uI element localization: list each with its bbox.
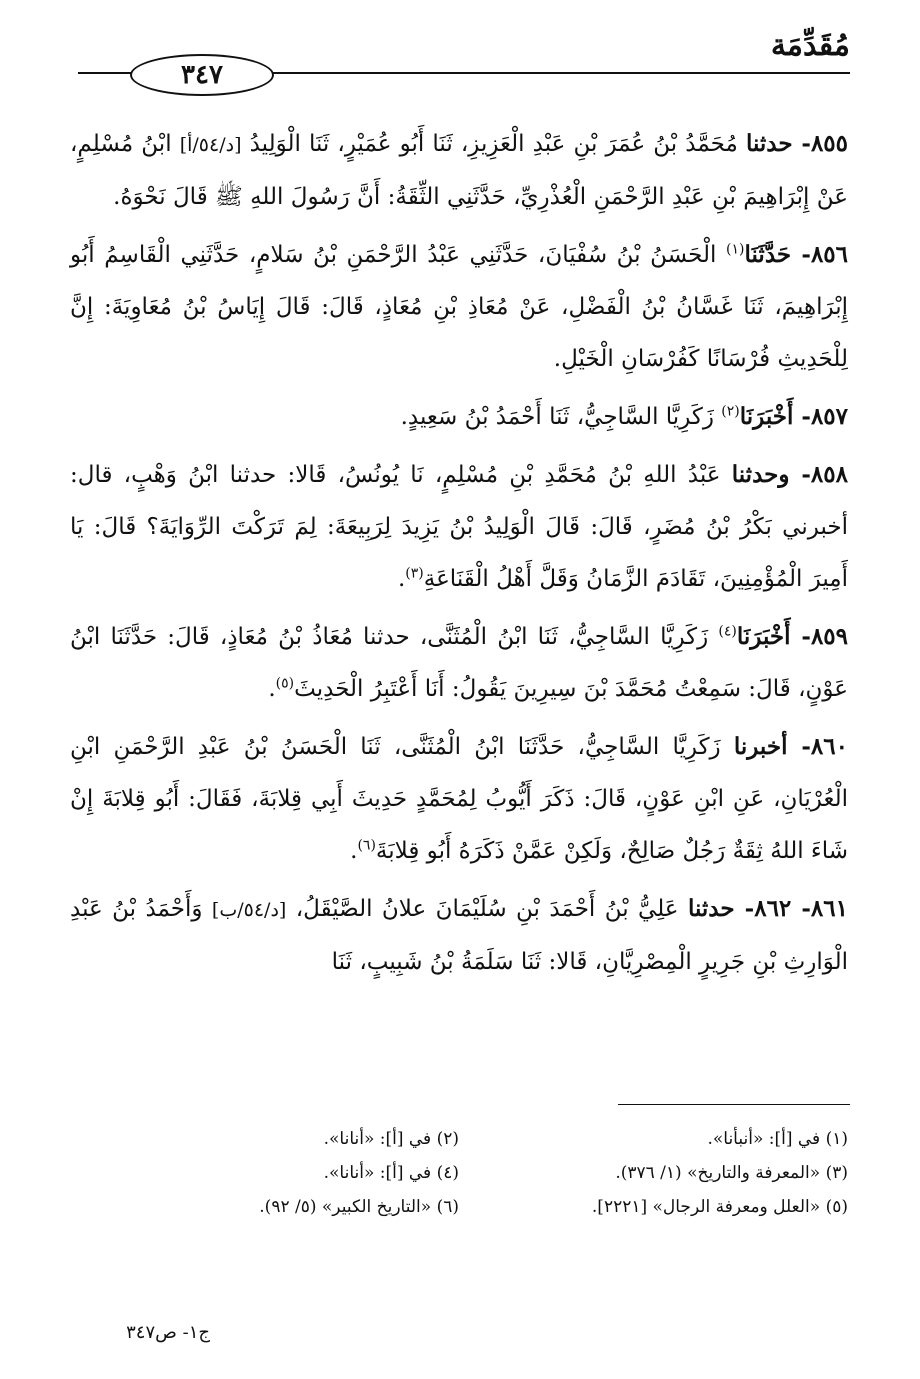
hadith-855 [70, 118, 848, 223]
hadith-number: ٨٥٧- [793, 403, 848, 430]
hadith-860 [70, 721, 848, 877]
transmission-keyword: حدثنا [687, 895, 735, 922]
hadith-856 [70, 229, 848, 385]
transmission-keyword: أَخْبَرَنَا [736, 623, 791, 650]
manuscript-ref: [د/٥٤/ب] [211, 899, 287, 921]
hadith-text: عَبْدُ اللهِ بْنُ مُحَمَّدِ بْنِ مُسْلِمٍ، نَا يُونُسُ، قَالا: حدثنا ابْنُ وَهْبٍ، قال: أخبرني بَكْرُ بْنُ مُضَرٍ، قَالَ: قَالَ الْوَلِيدُ بْنُ يَزِيدَ لِرَبِيعَةَ: لِمَ تَرَكْتَ الرِّوَايَةَ؟ قَالَ: يَا أَمِيرَ الْمُؤْمِنِينَ، تَقَادَمَ الزَّمَانُ وَقَلَّ أَهْلُ الْقَنَاعَةِ [70, 462, 848, 592]
hadith-end: . [268, 676, 276, 702]
footnote-3: (٣) «المعرفة والتاريخ» (١/ ٣٧٦). [615, 1163, 848, 1183]
footnote-4: (٤) في [أ]: «أنانا». [323, 1163, 459, 1183]
page-number-badge: ٣٤٧ [130, 54, 274, 96]
main-text [70, 118, 848, 994]
hadith-end: . [350, 838, 358, 864]
footnote-6: (٦) «التاريخ الكبير» (٥/ ٩٢). [259, 1197, 459, 1217]
transmission-keyword: حَدَّثَنَا [744, 241, 792, 268]
footnote-row [70, 1156, 848, 1190]
footnote-marker: (٥) [275, 675, 295, 692]
hadith-number: ٨٦١- ٨٦٢- [734, 895, 848, 922]
manuscript-ref: [د/٥٤/أ] [179, 134, 242, 156]
hadith-text: عَلِيُّ بْنُ أَحْمَدَ بْنِ سُلَيْمَانَ علانُ الصَّيْقَلُ، [286, 896, 688, 922]
hadith-number: ٨٥٦- [791, 241, 848, 268]
hadith-text-cont: ابْنُ مُسْلِمٍ، عَنْ إِبْرَاهِيمَ بْنِ عَبْدِ الرَّحْمَنِ الْعُذْرِيِّ، حَدَّثَنِي الثِّقَةُ: أَنَّ رَسُولَ اللهِ ﷺ قَالَ نَحْوَهُ. [70, 131, 848, 210]
footnote-marker: (٤) [718, 623, 737, 640]
footnote-1: (١) في [أ]: «أنبأنا». [707, 1129, 848, 1149]
hadith-858 [70, 449, 848, 605]
hadith-859 [70, 611, 848, 715]
page-header [78, 28, 850, 98]
hadith-text: زَكَرِيَّا السَّاجِيُّ، ثَنَا ابْنُ الْمُثَنَّى، حدثنا مُعَاذُ بْنُ مُعَاذٍ، قَالَ: حَدَّثَنَا ابْنُ عَوْنٍ، قَالَ: سَمِعْتُ مُحَمَّدَ بْنَ سِيرِينَ يَقُولُ: أَنَا أَعْتَبِرُ الْحَدِيثَ [70, 624, 848, 702]
footnote-marker: (٣) [405, 565, 424, 582]
hadith-text-cont: وَأَحْمَدُ بْنُ عَبْدِ الْوَارِثِ بْنِ جَرِيرٍ الْمِصْرِيَّانِ، قَالا: ثَنَا سَلَمَةُ بْنُ شَبِيبٍ، ثَنَا [70, 896, 848, 975]
footnote-5: (٥) «العلل ومعرفة الرجال» [٢٢٢١]. [591, 1197, 848, 1217]
footnote-row [70, 1122, 848, 1156]
footnote-marker: (٢) [721, 403, 740, 420]
footnote-row [70, 1190, 848, 1224]
transmission-keyword: حدثنا [745, 130, 793, 157]
hadith-end: . [397, 566, 406, 592]
footnote-marker: (٦) [357, 837, 376, 854]
hadith-861-862 [70, 883, 848, 988]
hadith-number: ٨٥٨- [789, 461, 848, 488]
section-title: مُقَدِّمَة [770, 28, 850, 63]
transmission-keyword: وحدثنا [731, 461, 790, 488]
hadith-text: زَكَرِيَّا السَّاجِيُّ، ثَنَا أَحْمَدُ بْنُ سَعِيدٍ. [400, 404, 722, 430]
hadith-text: الْحَسَنُ بْنُ سُفْيَانَ، حَدَّثَنِي عَبْدُ الرَّحْمَنِ بْنُ سَلامٍ، حَدَّثَنِي الْقَاسِمُ أَبُو إِبْرَاهِيمَ، ثَنَا غَسَّانُ بْنُ الْفَضْلِ، عَنْ مُعَاذِ بْنِ مُعَاذٍ، قَالَ: قَالَ إِيَاسُ بْنُ مُعَاوِيَةَ: إِنَّ لِلْحَدِيثِ فُرْسَانًا كَفُرْسَانِ الْخَيْلِ. [70, 242, 848, 372]
hadith-number: ٨٦٠- [787, 733, 848, 760]
hadith-number: ٨٥٩- [790, 623, 848, 650]
footnotes [70, 1122, 848, 1224]
page-signature: ج١- ص٣٤٧ [126, 1322, 210, 1343]
transmission-keyword: أَخْبَرَنَا [739, 403, 794, 430]
footnote-2: (٢) في [أ]: «أنانا». [323, 1129, 459, 1149]
hadith-857 [70, 391, 848, 443]
hadith-text: زَكَرِيَّا السَّاجِيُّ، حَدَّثَنَا ابْنُ الْمُثَنَّى، ثَنَا الْحَسَنُ بْنُ عَبْدِ الرَّحْمَنِ ابْنِ الْعُرْيَانِ، عَنِ ابْنِ عَوْنٍ، قَالَ: ذَكَرَ أَيُّوبُ لِمُحَمَّدٍ حَدِيثَ أَبِي قِلابَةَ، فَقَالَ: أَبُو قِلابَةَ إِنْ شَاءَ اللهُ ثِقَةٌ رَجُلٌ صَالِحٌ، وَلَكِنْ عَمَّنْ ذَكَرَهُ أَبُو قِلابَةَ [70, 734, 848, 864]
footnote-marker: (١) [726, 241, 745, 258]
hadith-text: مُحَمَّدُ بْنُ عُمَرَ بْنِ عَبْدِ الْعَزِيزِ، ثَنَا أَبُو عُمَيْرٍ، ثَنَا الْوَلِيدُ [241, 131, 746, 157]
hadith-number: ٨٥٥- [792, 130, 848, 157]
footnote-separator [618, 1104, 850, 1105]
transmission-keyword: أخبرنا [733, 733, 788, 760]
